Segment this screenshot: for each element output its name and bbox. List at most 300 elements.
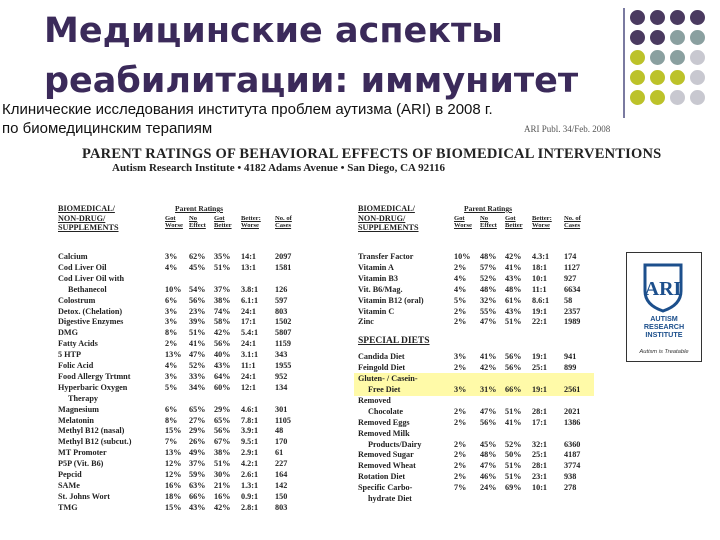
table-row: [358, 494, 608, 504]
row-value: 13%: [165, 350, 182, 360]
decorative-dot: [670, 90, 685, 105]
table-row: [358, 296, 608, 306]
row-value: 49%: [189, 448, 206, 458]
table-row: [358, 285, 608, 295]
table-row: [58, 307, 308, 317]
row-value: 17:1: [532, 417, 548, 427]
column-header: No Effect: [189, 215, 206, 230]
row-label: Folic Acid: [58, 361, 94, 370]
row-value: 8.6:1: [532, 295, 550, 305]
row-value: 47%: [189, 350, 206, 360]
row-value: 7%: [454, 483, 467, 493]
table-row: [358, 252, 608, 262]
row-label: Gluten- / Casein-: [358, 374, 418, 384]
row-value: 74%: [214, 306, 231, 316]
row-value: 4%: [454, 284, 467, 294]
decorative-dot: [690, 30, 705, 45]
table-row: [58, 361, 308, 371]
row-value: 0.9:1: [241, 491, 259, 501]
decorative-dot: [670, 10, 685, 25]
panel-heading-line: BIOMEDICAL/: [58, 204, 115, 213]
row-value: 52%: [189, 361, 206, 370]
ari-name-line-1: AUTISM: [650, 314, 678, 323]
decorative-dot: [650, 90, 665, 105]
row-value: 1386: [564, 417, 581, 427]
row-value: 47%: [480, 461, 497, 471]
table-row: [58, 274, 308, 284]
row-value: 42%: [480, 363, 497, 373]
row-label: Magnesium: [58, 404, 99, 414]
row-value: 6%: [165, 295, 178, 305]
row-label: Digestive Enzymes: [58, 317, 124, 327]
row-value: 41%: [480, 352, 497, 362]
table-subheading: Autism Research Institute • 4182 Adams Avenue • San Diego, CA 92116: [112, 162, 446, 174]
row-value: 2%: [454, 306, 467, 316]
row-label: Removed Wheat: [358, 461, 416, 471]
table-row: [358, 483, 608, 493]
row-value: 170: [275, 437, 288, 447]
row-value: 803: [275, 306, 288, 316]
ari-tagline: Autism is Treatable: [639, 349, 689, 355]
row-label: P5P (Vit. B6): [58, 459, 104, 469]
row-value: 57%: [480, 262, 497, 272]
row-label: Melatonin: [58, 415, 94, 425]
row-label: Removed Sugar: [358, 450, 414, 460]
subtitle-line-2: по биомедицинским терапиям: [2, 120, 213, 137]
row-value: 19:1: [532, 385, 548, 394]
panel-heading-line: SUPPLEMENTS: [358, 223, 419, 232]
row-value: 2%: [454, 472, 467, 482]
row-value: 42%: [505, 252, 522, 261]
table-row: [58, 383, 308, 393]
row-value: 66%: [189, 491, 206, 501]
table-row: [58, 503, 308, 513]
row-label: Cod Liver Oil with: [58, 273, 125, 283]
decorative-dot: [650, 50, 665, 65]
subtitle-line-1: Клинические исследования института проблем аутизма (ARI) в 2008 г.: [2, 101, 493, 118]
row-value: 2.9:1: [241, 448, 259, 458]
row-value: 51%: [505, 472, 522, 482]
row-value: 30%: [214, 470, 231, 479]
row-value: 3.9:1: [241, 426, 259, 436]
row-label: Calcium: [58, 252, 88, 261]
row-value: 2%: [454, 406, 467, 416]
row-value: 3.1:1: [241, 350, 259, 360]
row-value: 43%: [214, 361, 231, 370]
row-value: 1127: [564, 262, 580, 272]
row-value: 19:1: [532, 352, 548, 362]
row-value: 51%: [214, 459, 231, 469]
row-value: 41%: [505, 417, 522, 427]
row-value: 2%: [454, 461, 467, 471]
row-value: 28:1: [532, 406, 548, 416]
ari-letters: ARI: [644, 278, 682, 300]
row-value: 58: [564, 295, 573, 305]
row-value: 1989: [564, 317, 581, 327]
row-value: 15%: [165, 502, 182, 512]
panel-heading: [58, 204, 119, 233]
panel-heading-line: NON-DRUG/: [358, 213, 406, 223]
row-value: 597: [275, 295, 288, 305]
row-value: 4187: [564, 450, 581, 460]
table-row: [358, 363, 608, 373]
row-value: 67%: [214, 437, 231, 447]
row-value: 65%: [214, 415, 231, 425]
table-row: [58, 405, 308, 415]
row-value: 35%: [214, 252, 231, 261]
row-value: 4.3:1: [532, 252, 550, 261]
row-label: Vitamin A: [358, 262, 394, 272]
row-value: 47%: [480, 317, 497, 327]
panel-heading: [358, 204, 419, 233]
row-value: 27%: [189, 415, 206, 425]
row-value: 19:1: [532, 306, 548, 316]
decorative-dot: [630, 50, 645, 65]
row-value: 24:1: [241, 371, 257, 381]
row-value: 10%: [165, 284, 182, 294]
row-value: 31%: [480, 385, 497, 394]
decorative-dot: [650, 30, 665, 45]
table-row: [358, 352, 608, 362]
row-label: 5 HTP: [58, 350, 81, 360]
row-value: 18%: [165, 491, 182, 501]
row-label: Feingold Diet: [358, 363, 406, 373]
row-label: Products/Dairy: [368, 439, 422, 449]
table-row: [358, 274, 608, 284]
row-value: 21%: [214, 480, 231, 490]
scanned-ratings-table: [58, 142, 662, 524]
row-value: 65%: [189, 404, 206, 414]
row-value: 12%: [165, 470, 182, 479]
decorative-divider: [623, 8, 625, 118]
row-value: 58%: [214, 317, 231, 327]
decorative-dot: [630, 90, 645, 105]
row-value: 48%: [480, 450, 497, 460]
parent-ratings-label: Parent Ratings: [464, 204, 512, 213]
row-value: 32:1: [532, 439, 548, 449]
row-value: 2%: [165, 339, 178, 349]
row-value: 17:1: [241, 317, 257, 327]
row-value: 3%: [165, 306, 178, 316]
row-value: 56%: [480, 417, 497, 427]
row-value: 9.5:1: [241, 437, 259, 447]
slide-subtitle: [2, 100, 493, 138]
row-value: 61%: [505, 295, 522, 305]
row-value: 3774: [564, 461, 581, 471]
column-header: No Effect: [480, 215, 497, 230]
row-value: 4.6:1: [241, 404, 259, 414]
row-value: 52%: [480, 273, 497, 283]
table-row: [58, 459, 308, 469]
row-label: Removed Eggs: [358, 417, 410, 427]
row-value: 48%: [480, 284, 497, 294]
row-label: Vitamin B3: [358, 273, 398, 283]
row-value: 164: [275, 470, 288, 479]
row-value: 43%: [505, 306, 522, 316]
row-value: 42%: [214, 502, 231, 512]
row-label: MT Promoter: [58, 448, 107, 458]
row-label: Therapy: [68, 393, 99, 403]
row-value: 37%: [214, 284, 231, 294]
row-value: 2%: [454, 262, 467, 272]
row-value: 56%: [505, 352, 522, 362]
row-value: 25:1: [532, 363, 548, 373]
column-header: Got Worse: [454, 215, 472, 230]
decorative-dot: [650, 70, 665, 85]
row-value: 343: [275, 350, 288, 360]
table-row: [358, 461, 608, 471]
decorative-dot: [650, 10, 665, 25]
row-value: 6.1:1: [241, 295, 259, 305]
decorative-dot: [690, 90, 705, 105]
row-value: 42%: [214, 328, 231, 338]
row-value: 51%: [214, 262, 231, 272]
row-value: 13%: [165, 448, 182, 458]
row-value: 3%: [165, 252, 178, 261]
row-value: 33%: [189, 371, 206, 381]
row-label: Detox. (Chelation): [58, 306, 123, 316]
table-row: [58, 470, 308, 480]
row-value: 23%: [189, 306, 206, 316]
row-label: Removed Milk: [358, 428, 410, 438]
decorative-dot: [690, 70, 705, 85]
row-value: 5.4:1: [241, 328, 259, 338]
table-row: [58, 285, 308, 295]
row-value: 39%: [189, 317, 206, 327]
row-value: 24:1: [241, 306, 257, 316]
row-value: 941: [564, 352, 577, 362]
row-value: 47%: [480, 406, 497, 416]
row-value: 56%: [505, 363, 522, 373]
table-row: [58, 252, 308, 262]
column-header: Better: Worse: [241, 215, 261, 230]
row-label: DMG: [58, 328, 79, 338]
row-label: Specific Carbo-: [358, 483, 413, 493]
row-value: 11:1: [532, 284, 547, 294]
row-value: 37%: [189, 459, 206, 469]
table-row: [358, 418, 608, 428]
decorative-dot: [690, 10, 705, 25]
row-value: 3%: [454, 352, 467, 362]
row-value: 41%: [189, 339, 206, 349]
row-value: 16%: [165, 480, 182, 490]
row-label: Bethanecol: [68, 284, 107, 294]
row-label: Food Allergy Trtmnt: [58, 371, 131, 381]
table-row: [58, 372, 308, 382]
table-row: [58, 416, 308, 426]
decorative-dot: [670, 30, 685, 45]
table-row: [358, 374, 608, 384]
row-value: 45%: [189, 262, 206, 272]
row-value: 56%: [214, 426, 231, 436]
row-label: Transfer Factor: [358, 252, 414, 261]
row-value: 10%: [454, 252, 471, 261]
column-header: No. of Cases: [275, 215, 292, 230]
row-value: 12%: [165, 459, 182, 469]
row-value: 45%: [480, 439, 497, 449]
table-row: [58, 328, 308, 338]
slide-title: [44, 6, 604, 106]
special-diets-heading: SPECIAL DIETS: [358, 336, 430, 347]
row-value: 803: [275, 502, 288, 512]
row-value: 134: [275, 382, 288, 392]
row-value: 32%: [480, 295, 497, 305]
row-label: Fatty Acids: [58, 339, 98, 349]
row-value: 60%: [214, 382, 231, 392]
row-value: 66%: [505, 385, 522, 394]
column-header: No. of Cases: [564, 215, 581, 230]
row-value: 7%: [165, 437, 178, 447]
row-label: Hyperbaric Oxygen: [58, 382, 128, 392]
table-row: [358, 472, 608, 482]
row-value: 1159: [275, 339, 291, 349]
row-value: 4%: [165, 361, 178, 370]
row-value: 5%: [454, 295, 467, 305]
row-value: 2%: [454, 317, 467, 327]
row-value: 927: [564, 273, 577, 283]
table-row: [358, 396, 608, 406]
row-value: 2097: [275, 252, 292, 261]
row-value: 12:1: [241, 382, 257, 392]
panel-heading-line: SUPPLEMENTS: [58, 223, 119, 232]
row-value: 7.8:1: [241, 415, 259, 425]
title-line-1: Медицинские аспекты: [44, 11, 503, 51]
row-value: 54%: [189, 284, 206, 294]
row-value: 51%: [505, 317, 522, 327]
table-row: [58, 350, 308, 360]
row-value: 14:1: [241, 252, 257, 261]
row-label: Rotation Diet: [358, 472, 406, 482]
row-value: 63%: [189, 480, 206, 490]
row-value: 26%: [189, 437, 206, 447]
row-value: 3%: [454, 385, 467, 394]
row-value: 4%: [454, 273, 467, 283]
row-value: 56%: [189, 295, 206, 305]
row-value: 18:1: [532, 262, 548, 272]
row-label: Pepcid: [58, 470, 82, 479]
decorative-dot: [630, 10, 645, 25]
row-value: 52%: [505, 439, 522, 449]
row-value: 61: [275, 448, 284, 458]
row-value: 25:1: [532, 450, 548, 460]
row-value: 899: [564, 363, 577, 373]
row-value: 1581: [275, 262, 292, 272]
row-value: 4.2:1: [241, 459, 259, 469]
decorative-dot: [670, 70, 685, 85]
row-value: 10:1: [532, 483, 548, 493]
column-header: Got Worse: [165, 215, 183, 230]
row-label: Vitamin B12 (oral): [358, 295, 424, 305]
row-value: 2.6:1: [241, 470, 259, 479]
row-value: 5%: [165, 382, 178, 392]
table-row: [58, 296, 308, 306]
table-row: [358, 440, 608, 450]
row-value: 51%: [189, 328, 206, 338]
row-value: 150: [275, 491, 288, 501]
row-value: 952: [275, 371, 288, 381]
row-value: 38%: [214, 448, 231, 458]
decorative-dot: [690, 50, 705, 65]
row-value: 51%: [505, 461, 522, 471]
row-value: 6634: [564, 284, 581, 294]
row-value: 301: [275, 404, 288, 414]
table-row: [58, 339, 308, 349]
row-value: 29%: [189, 426, 206, 436]
row-value: 1502: [275, 317, 292, 327]
row-value: 2%: [454, 363, 467, 373]
table-row: [58, 448, 308, 458]
row-value: 227: [275, 459, 288, 469]
row-value: 278: [564, 483, 577, 493]
row-label: Removed: [358, 395, 391, 405]
row-value: 2.8:1: [241, 502, 259, 512]
table-row: [58, 481, 308, 491]
row-label: Vit. B6/Mag.: [358, 284, 403, 294]
row-value: 48: [275, 426, 284, 436]
table-row: [58, 263, 308, 273]
row-value: 46%: [480, 472, 497, 482]
row-label: St. Johns Wort: [58, 491, 110, 501]
row-value: 41%: [505, 262, 522, 272]
row-label: Cod Liver Oil: [58, 262, 107, 272]
row-value: 2%: [454, 439, 467, 449]
table-row: [58, 394, 308, 404]
row-value: 142: [275, 480, 288, 490]
row-value: 51%: [505, 406, 522, 416]
row-value: 38%: [214, 295, 231, 305]
row-value: 3%: [165, 317, 178, 327]
row-value: 55%: [480, 306, 497, 316]
row-value: 938: [564, 472, 577, 482]
table-row: [358, 307, 608, 317]
row-value: 23:1: [532, 472, 548, 482]
table-heading: PARENT RATINGS OF BEHAVIORAL EFFECTS OF BIOMEDICAL INTERVENTIONS: [82, 146, 662, 162]
column-header: Better: Worse: [532, 215, 552, 230]
row-value: 174: [564, 252, 577, 261]
row-value: 56%: [214, 339, 231, 349]
table-row: [58, 437, 308, 447]
row-value: 2357: [564, 306, 581, 316]
row-value: 8%: [165, 415, 178, 425]
row-value: 10:1: [532, 273, 548, 283]
row-label: Zinc: [358, 317, 374, 327]
table-row: [358, 407, 608, 417]
row-value: 43%: [189, 502, 206, 512]
row-value: 1105: [275, 415, 291, 425]
row-value: 4%: [165, 262, 178, 272]
row-label: Chocolate: [368, 406, 404, 416]
row-value: 43%: [505, 273, 522, 283]
column-header: Got Better: [505, 215, 523, 230]
row-value: 24%: [480, 483, 497, 493]
row-label: TMG: [58, 502, 78, 512]
panel-heading-line: BIOMEDICAL/: [358, 204, 415, 213]
row-value: 5807: [275, 328, 292, 338]
row-value: 6%: [165, 404, 178, 414]
row-value: 28:1: [532, 461, 548, 471]
column-header: Got Better: [214, 215, 232, 230]
row-label: Candida Diet: [358, 352, 405, 362]
publication-reference: ARI Publ. 34/Feb. 2008: [524, 124, 611, 134]
row-label: Methyl B12 (subcut.): [58, 437, 132, 447]
row-value: 59%: [189, 470, 206, 479]
row-value: 48%: [505, 284, 522, 294]
decorative-dot: [670, 50, 685, 65]
row-label: Methyl B12 (nasal): [58, 426, 125, 436]
row-value: 62%: [189, 252, 206, 261]
decorative-dot: [630, 70, 645, 85]
row-value: 50%: [505, 450, 522, 460]
